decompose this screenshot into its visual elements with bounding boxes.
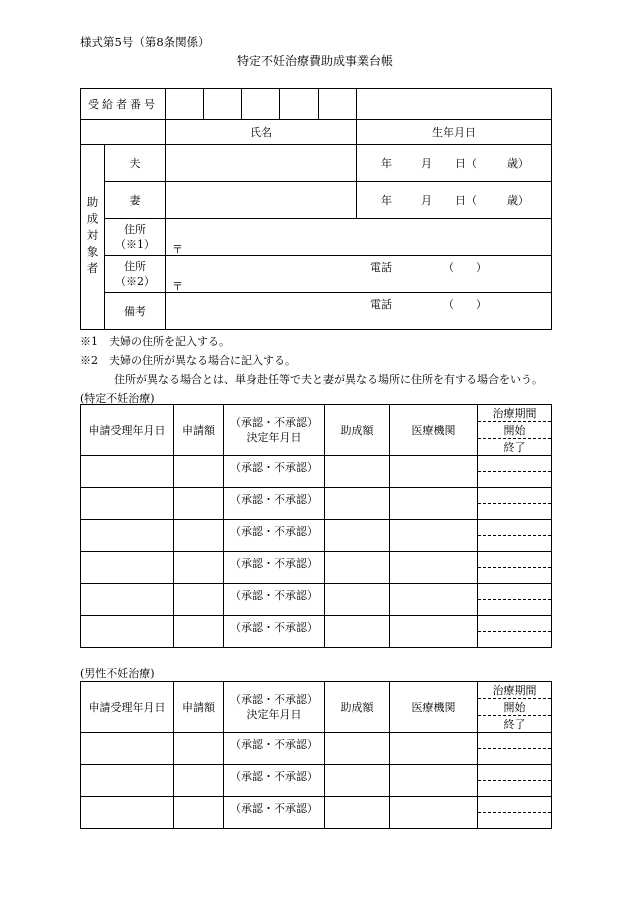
approval-header: （承認・不承認） 決定年月日 <box>224 682 325 733</box>
amount-cell[interactable] <box>174 797 224 829</box>
note-3: 住所が異なる場合とは、単身赴任等で夫と妻が異なる場所に住所を有する場合をいう。 <box>114 373 543 386</box>
receipt-date-cell[interactable] <box>81 616 174 648</box>
treatment-period-cell[interactable] <box>478 733 552 765</box>
approval-cell[interactable] <box>224 488 325 520</box>
grant-amount-header: 助成額 <box>325 405 390 456</box>
tel-label: 電話 <box>370 261 392 274</box>
receipt-date-cell[interactable] <box>81 488 174 520</box>
amount-cell[interactable] <box>174 733 224 765</box>
receipt-date-cell[interactable] <box>81 520 174 552</box>
recipient-number-box[interactable] <box>204 89 242 120</box>
grant-amount-cell[interactable] <box>325 765 390 797</box>
grant-amount-cell[interactable] <box>325 584 390 616</box>
note-1: ※1 夫婦の住所を記入する。 <box>80 335 230 348</box>
institution-cell[interactable] <box>390 765 478 797</box>
subject-table <box>80 88 552 330</box>
receipt-date-cell[interactable] <box>81 552 174 584</box>
header-blank-cell <box>81 120 166 145</box>
entry-row <box>81 616 552 648</box>
grant-amount-cell[interactable] <box>325 552 390 584</box>
treatment-period-cell[interactable] <box>478 552 552 584</box>
recipient-number-box[interactable] <box>166 89 204 120</box>
amount-cell[interactable] <box>174 616 224 648</box>
recipient-number-box[interactable] <box>319 89 357 120</box>
specific-infertility-table <box>80 404 552 648</box>
tel-parentheses: （ ） <box>443 261 487 274</box>
approval-cell[interactable] <box>224 552 325 584</box>
month-label: 月 <box>421 157 432 170</box>
treatment-period-header: 治療期間 開始 終了 <box>478 405 552 456</box>
husband-birthdate-field[interactable] <box>357 145 552 182</box>
approval-option-label: （承認・不承認） <box>230 557 318 570</box>
grant-amount-cell[interactable] <box>325 520 390 552</box>
treatment-period-cell[interactable] <box>478 584 552 616</box>
name-column-header: 氏名 <box>166 120 357 145</box>
approval-option-label: （承認・不承認） <box>230 621 318 634</box>
receipt-date-cell[interactable] <box>81 733 174 765</box>
postal-mark: 〒 <box>172 280 183 293</box>
approval-cell[interactable] <box>224 616 325 648</box>
approval-option-label: （承認・不承認） <box>230 525 318 538</box>
postal-mark: 〒 <box>172 243 183 256</box>
birthdate-column-header: 生年月日 <box>357 120 552 145</box>
amount-cell[interactable] <box>174 765 224 797</box>
approval-cell[interactable] <box>224 584 325 616</box>
entry-row <box>81 797 552 829</box>
husband-name-field[interactable] <box>166 145 357 182</box>
month-label: 月 <box>421 194 432 207</box>
male-infertility-table <box>80 681 552 829</box>
recipient-number-box[interactable] <box>357 89 552 120</box>
tel-label: 電話 <box>370 298 392 311</box>
amount-cell[interactable] <box>174 584 224 616</box>
receipt-date-header: 申請受理年月日 <box>81 405 174 456</box>
entry-row <box>81 765 552 797</box>
wife-name-field[interactable] <box>166 182 357 219</box>
institution-cell[interactable] <box>390 488 478 520</box>
section-label-specific: (特定不妊治療) <box>80 392 155 405</box>
approval-cell[interactable] <box>224 456 325 488</box>
note-2: ※2 夫婦の住所が異なる場合に記入する。 <box>80 354 296 367</box>
approval-cell[interactable] <box>224 765 325 797</box>
address2-label: 住所 （※2） <box>105 256 166 293</box>
amount-header: 申請額 <box>174 405 224 456</box>
approval-cell[interactable] <box>224 797 325 829</box>
section-label-male: (男性不妊治療) <box>80 667 155 680</box>
institution-header: 医療機関 <box>390 405 478 456</box>
wife-label: 妻 <box>105 182 166 219</box>
grant-amount-header: 助成額 <box>325 682 390 733</box>
approval-cell[interactable] <box>224 733 325 765</box>
receipt-date-header: 申請受理年月日 <box>81 682 174 733</box>
institution-cell[interactable] <box>390 584 478 616</box>
institution-cell[interactable] <box>390 552 478 584</box>
grant-amount-cell[interactable] <box>325 488 390 520</box>
grant-amount-cell[interactable] <box>325 733 390 765</box>
recipient-number-label: 受給者番号 <box>81 89 166 120</box>
institution-cell[interactable] <box>390 616 478 648</box>
amount-cell[interactable] <box>174 552 224 584</box>
treatment-period-cell[interactable] <box>478 456 552 488</box>
approval-option-label: （承認・不承認） <box>230 589 318 602</box>
grant-amount-cell[interactable] <box>325 616 390 648</box>
amount-cell[interactable] <box>174 520 224 552</box>
recipient-number-box[interactable] <box>280 89 319 120</box>
entry-row <box>81 456 552 488</box>
receipt-date-cell[interactable] <box>81 456 174 488</box>
husband-label: 夫 <box>105 145 166 182</box>
remarks-field[interactable] <box>166 293 552 330</box>
subjects-group-label: 助成対象者 <box>81 145 105 330</box>
institution-header: 医療機関 <box>390 682 478 733</box>
year-label: 年 <box>381 157 392 170</box>
institution-cell[interactable] <box>390 797 478 829</box>
approval-header: （承認・不承認） 決定年月日 <box>224 405 325 456</box>
approval-cell[interactable] <box>224 520 325 552</box>
remarks-label: 備考 <box>105 293 166 330</box>
day-label: 日（ <box>455 157 477 170</box>
treatment-period-header: 治療期間 開始 終了 <box>478 682 552 733</box>
entry-row <box>81 552 552 584</box>
approval-option-label: （承認・不承認） <box>230 461 318 474</box>
amount-cell[interactable] <box>174 488 224 520</box>
tel-parentheses: （ ） <box>443 298 487 311</box>
receipt-date-cell[interactable] <box>81 797 174 829</box>
address1-label: 住所 （※1） <box>105 219 166 256</box>
entry-row <box>81 488 552 520</box>
approval-option-label: （承認・不承認） <box>230 493 318 506</box>
amount-cell[interactable] <box>174 456 224 488</box>
approval-option-label: （承認・不承認） <box>230 770 318 783</box>
approval-option-label: （承認・不承認） <box>230 738 318 751</box>
amount-header: 申請額 <box>174 682 224 733</box>
treatment-period-cell[interactable] <box>478 616 552 648</box>
approval-option-label: （承認・不承認） <box>230 802 318 815</box>
institution-cell[interactable] <box>390 456 478 488</box>
treatment-period-cell[interactable] <box>478 765 552 797</box>
age-label: 歳） <box>507 157 529 170</box>
form-number-label: 様式第5号（第8条関係） <box>80 35 210 49</box>
address2-field[interactable] <box>166 256 552 311</box>
entry-row <box>81 584 552 616</box>
treatment-period-cell[interactable] <box>478 520 552 552</box>
institution-cell[interactable] <box>390 733 478 765</box>
institution-cell[interactable] <box>390 520 478 552</box>
grant-amount-cell[interactable] <box>325 797 390 829</box>
document-title: 特定不妊治療費助成事業台帳 <box>236 54 393 68</box>
receipt-date-cell[interactable] <box>81 765 174 797</box>
grant-amount-cell[interactable] <box>325 456 390 488</box>
day-label: 日（ <box>455 194 477 207</box>
entry-row <box>81 520 552 552</box>
wife-birthdate-field[interactable] <box>357 182 552 219</box>
entry-row <box>81 733 552 765</box>
address1-field[interactable] <box>166 219 552 274</box>
receipt-date-cell[interactable] <box>81 584 174 616</box>
age-label: 歳） <box>507 194 529 207</box>
treatment-period-cell[interactable] <box>478 797 552 829</box>
recipient-number-box[interactable] <box>242 89 280 120</box>
year-label: 年 <box>381 194 392 207</box>
treatment-period-cell[interactable] <box>478 488 552 520</box>
